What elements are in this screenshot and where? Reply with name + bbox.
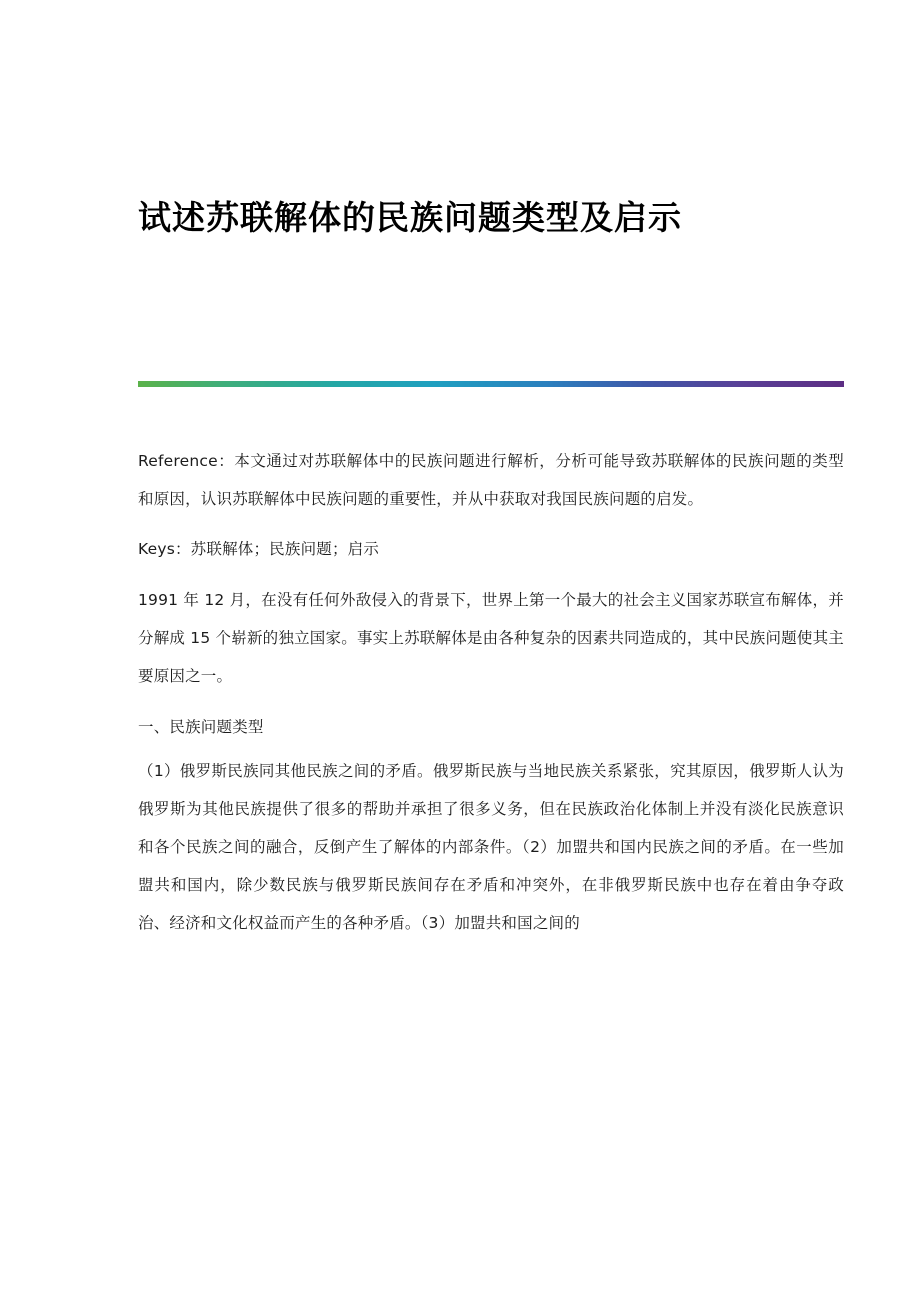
section-body-1: （1）俄罗斯民族同其他民族之间的矛盾。俄罗斯民族与当地民族关系紧张，究其原因，俄罗斯人认为俄罗斯为其他民族提供了很多的帮助并承担了很多义务，但在民族政治化体制上并没有淡化民族意识和各个民族之间的融合，反倒产生了解体的内部条件。（2）加盟共和国内民族之间的矛盾。在一些加盟共和国内，除少数民族与俄罗斯民族间存在矛盾和冲突外，在非俄罗斯民族中也存在着由争夺政治、经济和文化权益而产生的各种矛盾。（3）加盟共和国之间的 (138, 762, 844, 933)
gradient-divider (138, 381, 844, 387)
abstract-paragraph: Reference：本文通过对苏联解体中的民族问题进行解析，分析可能导致苏联解体的民族问题的类型和原因，认识苏联解体中民族问题的重要性，并从中获取对我国民族问题的启发。 (138, 451, 844, 508)
document-content (138, 0, 844, 956)
introduction-paragraph: 1991 年 12 月，在没有任何外敌侵入的背景下，世界上第一个最大的社会主义国家苏联宣布解体，并分解成 15 个崭新的独立国家。事实上苏联解体是由各种复杂的因素共同造成的，其中民族问题使其主要原因之一。 (138, 591, 844, 686)
section-heading-1: 一、民族问题类型 (138, 718, 264, 737)
document-body (138, 443, 844, 944)
page-title: 试述苏联解体的民族问题类型及启示 (138, 198, 682, 237)
keywords-paragraph: Keys：苏联解体；民族问题；启示 (138, 540, 380, 559)
